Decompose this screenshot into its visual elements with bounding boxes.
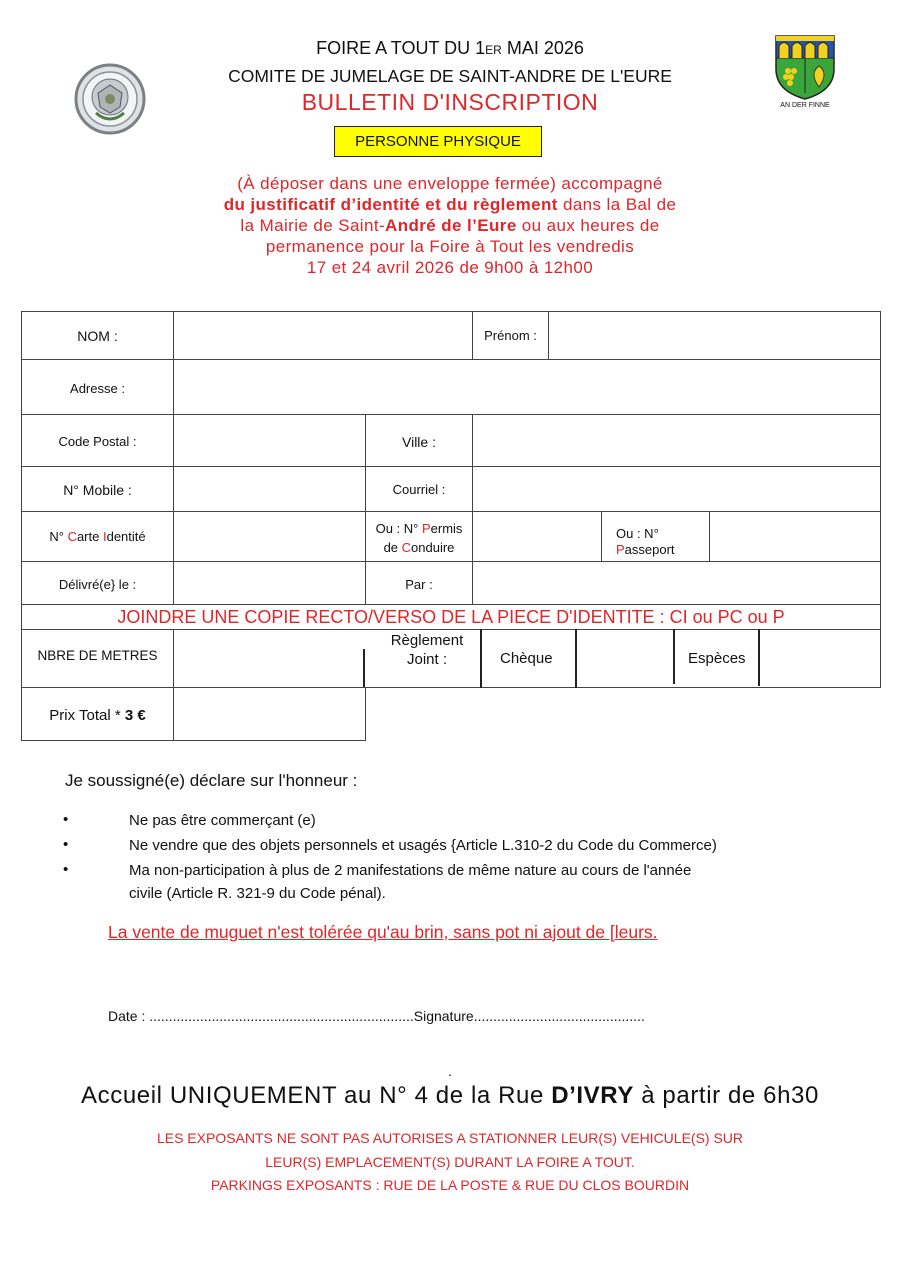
prenom-label: Prénom : bbox=[484, 328, 537, 343]
mobile-field[interactable] bbox=[173, 466, 366, 512]
parking-notice-3: PARKINGS EXPOSANTS : RUE DE LA POSTE & RUE DU CLOS BOURDIN bbox=[210, 1177, 690, 1193]
courriel-label-cell bbox=[365, 466, 473, 512]
code-postal-label-cell bbox=[21, 414, 174, 467]
nom-label: NOM : bbox=[77, 328, 118, 344]
bullet: • bbox=[63, 836, 69, 853]
bulletin-title: BULLETIN D'INSCRIPTION bbox=[301, 89, 599, 115]
coat-of-arms-motto: AN DER FINNE bbox=[780, 102, 830, 109]
carte-identite-label: N° Carte Identité bbox=[49, 529, 146, 544]
mobile-label-cell bbox=[21, 466, 174, 512]
permis-label: Ou : N° Permis de Conduire bbox=[375, 521, 463, 555]
especes-label: Espèces bbox=[688, 650, 746, 667]
code-postal-field[interactable] bbox=[173, 414, 366, 467]
ville-label: Ville : bbox=[402, 434, 436, 450]
joindre-row bbox=[21, 604, 881, 630]
prix-field[interactable] bbox=[173, 687, 366, 741]
ville-label-cell bbox=[365, 414, 473, 467]
cheque-checkbox[interactable] bbox=[578, 632, 673, 686]
instructions: (À déposer dans une enveloppe fermée) accompagné du justificatif d’identité et du règlement dans la Bal de la Mairie de Saint-André de l’Eure ou aux heures de permanence pour la Foire à Tout les vendredis 17 et 24 avril 2026 de 9h00 à 12h00 bbox=[223, 174, 677, 277]
par-label: Par : bbox=[405, 577, 433, 592]
divider bbox=[575, 629, 577, 688]
signature-label: Signature bbox=[413, 1008, 474, 1024]
divider bbox=[758, 629, 760, 686]
accueil-notice: Accueil UNIQUEMENT au N° 4 de la Rue D’IVRY à partir de 6h30 bbox=[81, 1082, 819, 1109]
ville-field[interactable] bbox=[472, 414, 881, 467]
muguet-notice: La vente de muguet n'est tolérée qu'au brin, sans pot ni ajout de [leurs. bbox=[108, 922, 658, 942]
parking-notice-2: LEUR(S) EMPLACEMENT(S) DURANT LA FOIRE A TOUT. bbox=[265, 1154, 635, 1170]
delivre-label: Délivré(e} le : bbox=[58, 577, 137, 592]
period-mark: . bbox=[448, 1063, 452, 1079]
bullet: • bbox=[63, 811, 69, 828]
person-type-badge: PERSONNE PHYSIQUE bbox=[334, 126, 542, 157]
code-postal-label: Code Postal : bbox=[58, 434, 137, 449]
passeport-field[interactable] bbox=[709, 511, 881, 562]
joindre-notice: JOINDRE UNE COPIE RECTO/VERSO DE LA PIECE D'IDENTITE : CI ou PC ou P bbox=[117, 607, 785, 627]
event-title: FOIRE A TOUT DU 1ER MAI 2026 bbox=[316, 38, 584, 58]
prenom-field[interactable] bbox=[548, 311, 881, 360]
metres-label: NBRE DE METRES bbox=[37, 648, 158, 663]
permis-label-cell bbox=[365, 511, 473, 562]
nom-label-cell bbox=[21, 311, 174, 360]
declaration-item-1: Ne pas être commerçant (e) bbox=[129, 812, 316, 829]
mobile-label: N° Mobile : bbox=[63, 482, 132, 498]
parking-notice-1: LES EXPOSANTS NE SONT PAS AUTORISES A STATIONNER LEUR(S) VEHICULE(S) SUR bbox=[156, 1130, 744, 1146]
declaration-item-2: Ne vendre que des objets personnels et usagés {Article L.310-2 du Code du Commerce) bbox=[129, 837, 717, 854]
par-field[interactable] bbox=[472, 561, 881, 605]
prenom-label-cell bbox=[472, 311, 549, 360]
passeport-label-cell bbox=[601, 511, 710, 562]
delivre-label-cell bbox=[21, 561, 174, 605]
carte-identite-field[interactable] bbox=[173, 511, 366, 562]
date-field[interactable]: .................................................................... bbox=[149, 1008, 414, 1024]
divider bbox=[673, 629, 675, 684]
courriel-field[interactable] bbox=[472, 466, 881, 512]
date-signature-line bbox=[108, 1008, 645, 1024]
signature-field[interactable]: ............................................ bbox=[473, 1008, 645, 1024]
prix-label-cell bbox=[21, 687, 174, 741]
permis-field[interactable] bbox=[472, 511, 602, 562]
committee-title: COMITE DE JUMELAGE DE SAINT-ANDRE DE L'EURE bbox=[228, 66, 672, 86]
adresse-label-cell bbox=[21, 359, 174, 415]
passeport-label: Ou : N° Passeport bbox=[616, 526, 675, 557]
especes-checkbox[interactable] bbox=[762, 632, 878, 686]
declaration-item-3: Ma non-participation à plus de 2 manifestations de même nature au cours de l'année civile (Article R. 321-9 du Code pénal). bbox=[129, 862, 692, 902]
courriel-label: Courriel : bbox=[392, 482, 446, 497]
carte-identite-label-cell bbox=[21, 511, 174, 562]
bullet: • bbox=[63, 861, 69, 878]
prix-label: Prix Total * 3 € bbox=[49, 707, 146, 724]
cheque-label: Chèque bbox=[500, 650, 553, 667]
reglement-label: Règlement Joint : bbox=[390, 632, 464, 668]
metres-label-cell bbox=[21, 629, 174, 688]
declaration-intro: Je soussigné(e) déclare sur l'honneur : bbox=[65, 771, 358, 790]
adresse-label: Adresse : bbox=[70, 381, 125, 396]
adresse-field[interactable] bbox=[173, 359, 881, 415]
delivre-field[interactable] bbox=[173, 561, 366, 605]
date-label: Date : bbox=[108, 1008, 150, 1024]
par-label-cell bbox=[365, 561, 473, 605]
nom-field[interactable] bbox=[173, 311, 473, 360]
